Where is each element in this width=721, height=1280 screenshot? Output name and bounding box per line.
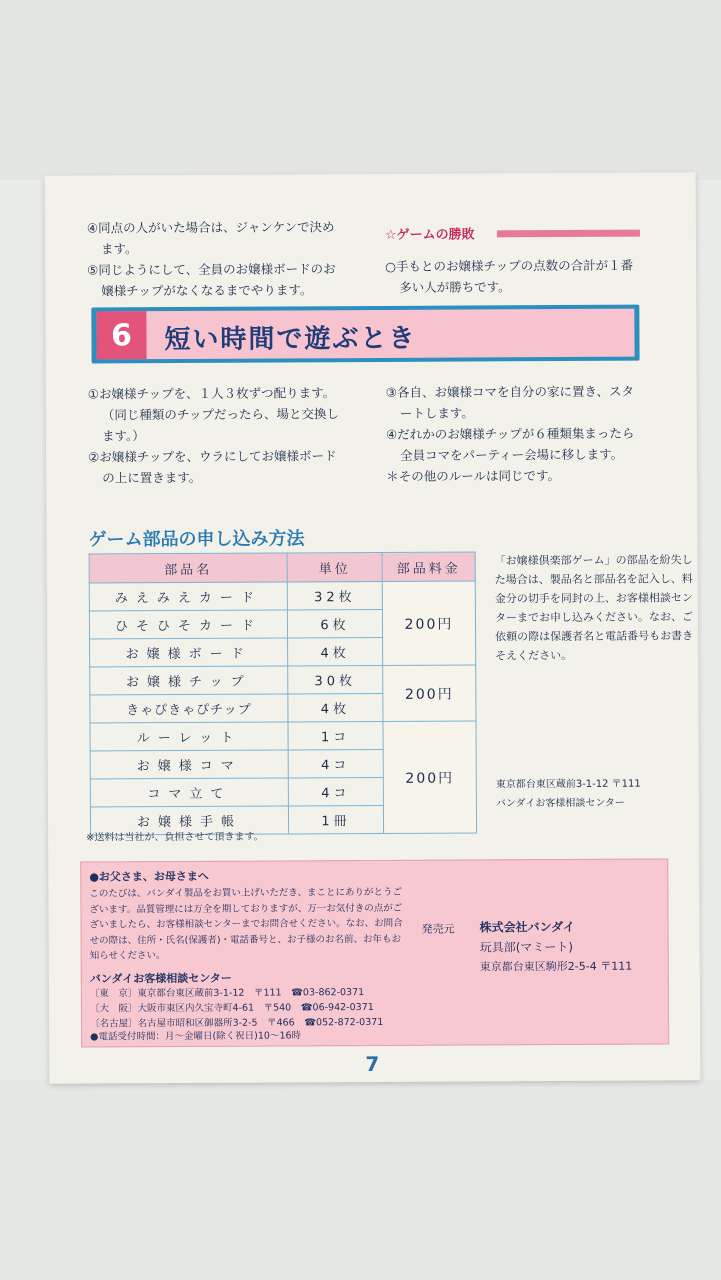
part-unit: 6枚 — [287, 609, 382, 637]
victory-title-bar — [497, 230, 640, 238]
victory-line: ○手もとのお嬢様チップの点数の合計が１番 — [385, 257, 634, 274]
rule-line: ⑤同じようにして、全員のお嬢様ボードのお — [87, 261, 336, 278]
notice-body: このたびは、バンダイ製品をお買い上げいただき、まことにありがとうございます。品質管理には万全を期しておりますが、万一お気付きの点がございましたら、お客様相談センターまでお問合せください。なお、お問合せの際は、住所・氏名(保護者)・電話番号と、お子様のお名前、お年もお知らせください。 — [89, 886, 403, 962]
page-number: 7 — [365, 1051, 380, 1077]
rule-line: 全員コマをパーティー会場に移します。 — [400, 446, 624, 463]
part-name: お嬢様チップ — [90, 666, 288, 695]
part-name: お嬢様コマ — [90, 750, 288, 779]
parts-order-address — [496, 775, 641, 814]
parents-notice-box — [80, 858, 669, 1047]
section-6-banner-inner — [96, 309, 634, 360]
part-unit: 1冊 — [288, 805, 383, 833]
part-unit: 30枚 — [288, 665, 383, 693]
part-unit: 4枚 — [288, 637, 383, 665]
top-left-rules — [87, 216, 387, 302]
part-unit: 4枚 — [288, 693, 383, 721]
section-title: 短い時間で遊ぶとき — [164, 323, 417, 356]
parts-order-info: 「お嬢様倶楽部ゲーム」の部品を紛失した場合は、製品名と部品名を記入し、料金分の切手を同封の上、お客様相談センターまでお申し込みください。なお、ご依頼の際は保護者名と電話番号もお書きそえください。 — [494, 553, 694, 663]
background-bottom — [0, 1080, 721, 1280]
part-name: みえみえカード — [89, 582, 287, 611]
short-rules-right — [386, 380, 687, 487]
part-name: きゃぴきゃぴチップ — [90, 694, 288, 723]
publisher-label: 発売元 — [421, 922, 455, 936]
rule-line: ③各自、お嬢様コマを自分の家に置き、スタ — [385, 383, 635, 400]
section-6-banner — [91, 305, 639, 364]
office-line: 〔名古屋〕名古屋市昭和区御器所3-2-5 〒466 ☎052-872-0371 — [90, 1016, 384, 1030]
rule-line: ②お嬢様チップを、ウラにしてお嬢様ボード — [88, 448, 337, 465]
part-name: ルーレット — [90, 722, 288, 751]
rule-line: ①お嬢様チップを、１人３枚ずつ配ります。 — [87, 385, 336, 402]
office-line: 〔東 京〕東京都台東区蔵前3-1-12 〒111 ☎03-862-0371 — [89, 987, 365, 1000]
header-price: 部品料金 — [382, 552, 475, 581]
parts-title: ゲーム部品の申し込み方法 — [88, 528, 305, 551]
shipping-note: ※送料は当社が、負担させて頂きます。 — [86, 831, 264, 844]
publisher-dept: 玩具部(マミート) — [479, 939, 574, 955]
section-number: 6 — [96, 311, 146, 359]
header-unit: 単位 — [287, 552, 382, 581]
office-line: 〔大 阪〕大阪市東区内久宝寺町4-61 〒540 ☎06-942-0371 — [89, 1001, 374, 1015]
phone-hours: ●電話受付時間：月〜金曜日(除く祝日)10〜16時 — [90, 1030, 302, 1043]
manual-page — [45, 172, 701, 1083]
address-line: 東京都台東区蔵前3-1-12 〒111 — [495, 778, 641, 791]
table-header-row — [89, 552, 475, 583]
table-row — [89, 581, 475, 611]
support-offices — [90, 985, 383, 1032]
short-rules-left — [88, 382, 389, 489]
part-unit: 4コ — [288, 749, 383, 777]
victory-line: 多い人が勝ちです。 — [399, 279, 511, 295]
rule-line: ④同点の人がいた場合は、ジャンケンで決め — [86, 219, 335, 236]
part-unit: 4コ — [288, 777, 383, 805]
rule-line: ートします。 — [399, 405, 474, 421]
publisher-address: 東京都台東区駒形2-5-4 〒111 — [479, 959, 633, 974]
rule-line: の上に置きます。 — [102, 469, 202, 486]
rule-line: ④だれかのお嬢様チップが６種類集まったら — [385, 425, 635, 442]
part-name: お嬢様ボード — [90, 638, 288, 667]
victory-text — [385, 254, 685, 298]
part-name: コマ立て — [90, 778, 288, 807]
table-row — [90, 665, 476, 695]
table-row — [90, 721, 476, 751]
part-name: ひそひそカード — [89, 610, 287, 639]
part-price: 200円 — [383, 665, 476, 721]
publisher-name: 株式会社バンダイ — [479, 919, 575, 935]
notice-heading: ●お父さま、お母さまへ — [89, 869, 209, 884]
part-name: お嬢様手帳 — [90, 806, 288, 835]
rule-line: ます。 — [100, 241, 138, 257]
rule-line: （同じ種類のチップだったら、場と交換し — [101, 406, 340, 423]
rule-line: ます。） — [101, 428, 145, 444]
support-center-title: バンダイお客様相談センター — [89, 971, 232, 986]
part-price: 200円 — [383, 721, 477, 833]
header-part-name: 部品名 — [89, 553, 287, 583]
rule-line: 嬢様チップがなくなるまでやります。 — [101, 282, 313, 299]
part-unit: 1コ — [288, 721, 383, 749]
part-price: 200円 — [382, 581, 475, 665]
rule-line: ＊その他のルールは同じです。 — [386, 468, 561, 484]
parts-table — [89, 551, 477, 835]
part-unit: 32枚 — [287, 581, 382, 609]
address-line: バンダイお客様相談センター — [495, 797, 625, 810]
victory-title: ☆ゲームの勝敗 — [384, 227, 475, 243]
background-top — [0, 0, 721, 180]
